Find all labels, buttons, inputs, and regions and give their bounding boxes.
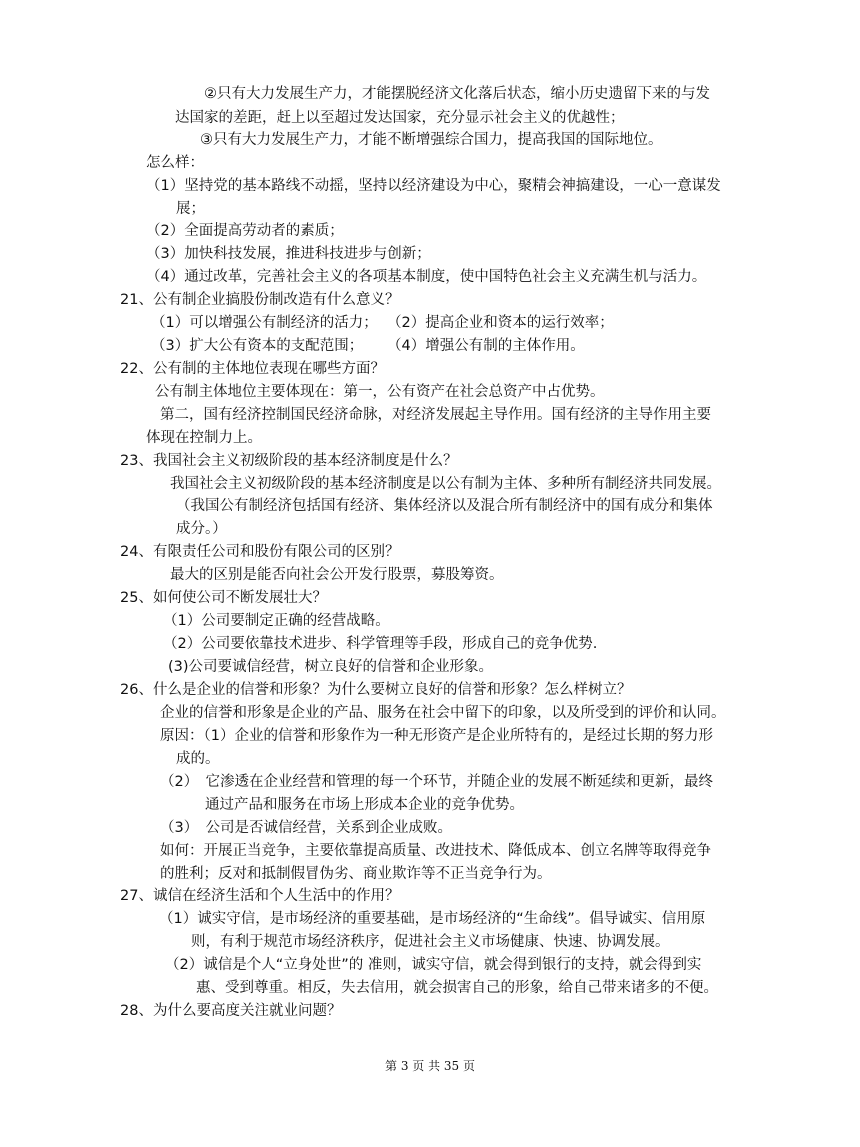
text-line: 最大的区别是能否向社会公开发行股票，募股筹资。 — [170, 567, 504, 583]
text-line: 如何：开展正当竞争，主要依靠提高质量、改进技术、降低成本、创立名牌等取得竞争 — [160, 843, 711, 859]
text-line: （1）坚持党的基本路线不动摇，坚持以经济建设为中心，聚精会神搞建设，一心一意谋发 — [146, 178, 721, 194]
question-heading: 23、我国社会主义初级阶段的基本经济制度是什么？ — [120, 453, 458, 469]
text-line: 的胜利；反对和抵制假冒伪劣、商业欺诈等不正当竞争行为。 — [160, 866, 552, 882]
question-heading: 21、公有制企业搞股份制改造有什么意义？ — [120, 292, 400, 308]
text-line: （1）公司要制定正确的经营战略。 — [163, 613, 390, 629]
text-line: （2）全面提高劳动者的素质； — [146, 223, 344, 239]
text-line: (3)公司要诚信经营，树立良好的信誉和企业形象。 — [168, 659, 494, 675]
text-line: （2）公司要依靠技术进步、科学管理等手段，形成自己的竞争优势. — [163, 636, 598, 652]
text-line: 企业的信誉和形象是企业的产品、服务在社会中留下的印象，以及所受到的评价和认同。 — [160, 705, 726, 721]
text-line: （3）加快科技发展，推进科技进步与创新； — [146, 246, 431, 262]
question-heading: 25、如何使公司不断发展壮大？ — [120, 590, 327, 606]
text-line: 展； — [176, 201, 205, 217]
question-heading: 28、为什么要高度关注就业问题？ — [120, 1003, 342, 1019]
text-line: 原因：（1）企业的信誉和形象作为一种无形资产是企业所特有的，是经过长期的努力形 — [160, 728, 713, 744]
question-heading: 27、诚信在经济生活和个人生活中的作用？ — [120, 888, 400, 904]
text-line: （1）诚实守信，是市场经济的重要基础，是市场经济的“生命线”。倡导诚实、信用原 — [159, 911, 706, 927]
question-heading: 26、什么是企业的信誉和形象？为什么要树立良好的信誉和形象？怎么样树立？ — [120, 682, 632, 698]
text-line: ②只有大力发展生产力，才能摆脱经济文化落后状态，缩小历史遗留下来的与发 — [204, 86, 710, 102]
text-line: 则，有利于规范市场经济秩序，促进社会主义市场健康、快速、协调发展。 — [191, 934, 670, 950]
text-line: （3） 公司是否诚信经营，关系到企业成败。 — [160, 820, 452, 836]
text-line: （4）增强公有制的主体作用。 — [387, 338, 585, 354]
text-line: 通过产品和服务在市场上形成本企业的竞争优势。 — [205, 797, 524, 813]
text-line: 怎么样： — [146, 155, 204, 171]
page-footer: 第 3 页 共 35 页 — [385, 1059, 475, 1073]
text-line: 惠、受到尊重。相反，失去信用，就会损害自己的形象，给自己带来诸多的不便。 — [196, 980, 718, 996]
text-line: （1）可以增强公有制经济的活力； — [151, 315, 378, 331]
text-line: （2）诚信是个人“立身处世”的 准则，诚实守信，就会得到银行的支持，就会得到实 — [165, 957, 702, 973]
text-line: （2） 它渗透在企业经营和管理的每一个环节，并随企业的发展不断延续和更新，最终 — [160, 774, 713, 790]
text-line: （3）扩大公有资本的支配范围； — [151, 338, 364, 354]
text-line: （4）通过改革，完善社会主义的各项基本制度，使中国特色社会主义充满生机与活力。 — [146, 269, 707, 285]
text-line: （2）提高企业和资本的运行效率； — [387, 315, 614, 331]
text-line: 达国家的差距，赶上以至超过发达国家，充分显示社会主义的优越性； — [175, 110, 625, 126]
text-line: 公有制主体地位主要体现在：第一，公有资产在社会总资产中占优势。 — [155, 384, 605, 400]
text-line: ③只有大力发展生产力，才能不断增强综合国力，提高我国的国际地位。 — [200, 132, 663, 148]
text-line: 体现在控制力上。 — [146, 430, 262, 446]
question-heading: 24、有限责任公司和股份有限公司的区别？ — [120, 544, 400, 560]
text-line: （我国公有制经济包括国有经济、集体经济以及混合所有制经济中的国有成分和集体 — [176, 498, 713, 514]
text-line: 我国社会主义初级阶段的基本经济制度是以公有制为主体、多种所有制经济共同发展。 — [170, 476, 721, 492]
text-line: 成的。 — [176, 751, 220, 767]
question-heading: 22、公有制的主体地位表现在哪些方面？ — [120, 361, 385, 377]
text-line: 第二，国有经济控制国民经济命脉，对经济发展起主导作用。国有经济的主导作用主要 — [160, 407, 711, 423]
text-line: 成分。） — [176, 521, 227, 537]
